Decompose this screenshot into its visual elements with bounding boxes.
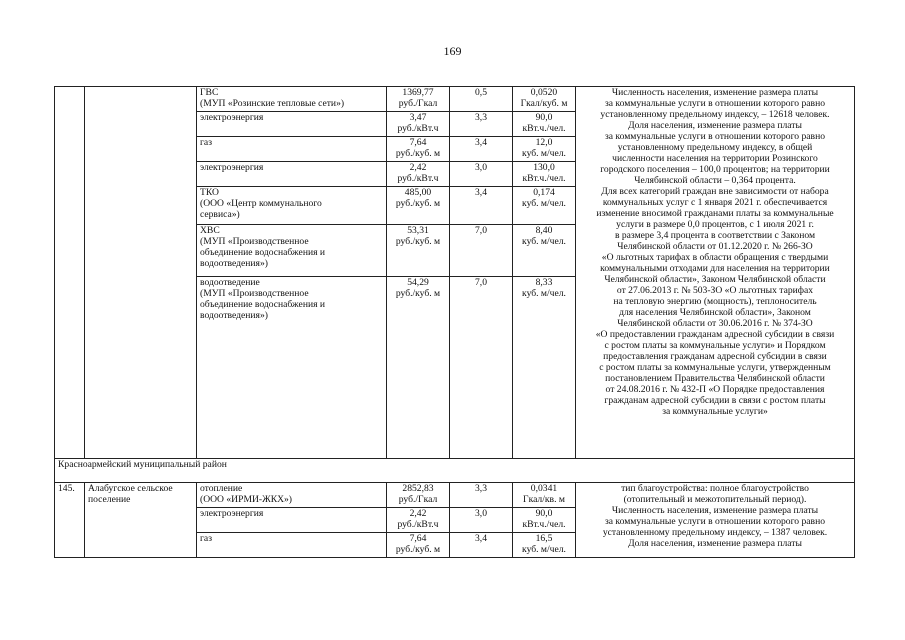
tariff-value: 485,00 руб./куб. м bbox=[387, 187, 450, 225]
tariff-value: 2,42 руб./кВт.ч bbox=[387, 508, 450, 533]
norm-value: 8,40 куб. м/чел. bbox=[513, 225, 576, 277]
service-name: ГВС (МУП «Розинские тепловые сети») bbox=[197, 87, 387, 112]
norm-value: 0,0520 Гкал/куб. м bbox=[513, 87, 576, 112]
service-name: ХВС (МУП «Производственное объединение водоснабжения и водоотведения») bbox=[197, 225, 387, 277]
index-value: 3,4 bbox=[450, 137, 513, 162]
population-note: Численность населения, изменение размера платы за коммунальные услуги в отношении которого равно установленному предельному индексу, – 12618 человек. Доля населения, изменение размера платы за коммунальные услуги в отношении которого равно установленному предельному индексу, в общей численности населения на территории Розинского городского поселения – 100,0 процентов; на территории Челябинской области – 0,364 процента. Для всех категорий граждан вне зависимости от набора коммунальных услуг с 1 января 2021 г. обеспечивается изменение вносимой гражданами платы за коммунальные услуги в размере 0,0 процентов, с 1 июля 2021 г. в размере 3,4 процента в соответствии с Законом Челябинской области от 01.12.2020 г. № 266-ЗО «О льготных тарифах в области обращения с твердыми коммунальными отходами для населения на территории Челябинской области», Законом Челябинской области от 27.06.2013 г. № 503-ЗО «О льготных тарифах на тепловую энергию (мощность), теплоноситель для населения Челябинской области», Законом Челябинской области от 30.06.2016 г. № 374-ЗО «О предоставлении гражданам адресной субсидии в связи с ростом платы за коммунальные услуги» и Порядком предоставления гражданам адресной субсидии в связи с ростом платы за коммунальные услуги, утвержденным постановлением Правительства Челябинской области от 24.08.2016 г. № 432-П «О Порядке предоставления гражданам адресной субсидии в связи с ростом платы за коммунальные услуги» bbox=[576, 87, 855, 459]
service-name: ТКО (ООО «Центр коммунального сервиса») bbox=[197, 187, 387, 225]
tariff-table bbox=[54, 86, 855, 558]
index-value: 3,4 bbox=[450, 533, 513, 558]
index-value: 7,0 bbox=[450, 225, 513, 277]
table-row bbox=[55, 483, 855, 508]
norm-value: 0,0341 Гкал/кв. м bbox=[513, 483, 576, 508]
service-name: электроэнергия bbox=[197, 508, 387, 533]
tariff-value: 54,29 руб./куб. м bbox=[387, 277, 450, 459]
district-heading: Красноармейский муниципальный район bbox=[55, 459, 855, 483]
tariff-value: 7,64 руб./куб. м bbox=[387, 137, 450, 162]
service-name: электроэнергия bbox=[197, 112, 387, 137]
index-value: 7,0 bbox=[450, 277, 513, 459]
service-name: электроэнергия bbox=[197, 162, 387, 187]
norm-value: 90,0 кВт.ч./чел. bbox=[513, 508, 576, 533]
tariff-value: 2852,83 руб./Гкал bbox=[387, 483, 450, 508]
district-row bbox=[55, 459, 855, 483]
index-value: 3,3 bbox=[450, 483, 513, 508]
norm-value: 12,0 куб. м/чел. bbox=[513, 137, 576, 162]
index-value: 3,0 bbox=[450, 508, 513, 533]
norm-value: 16,5 куб. м/чел. bbox=[513, 533, 576, 558]
entry-number: 145. bbox=[55, 483, 85, 558]
settlement-cell bbox=[85, 87, 197, 459]
service-name: газ bbox=[197, 533, 387, 558]
service-name: отопление (ООО «ИРМИ-ЖКХ») bbox=[197, 483, 387, 508]
norm-value: 130,0 кВт.ч./чел. bbox=[513, 162, 576, 187]
index-value: 0,5 bbox=[450, 87, 513, 112]
norm-value: 0,174 куб. м/чел. bbox=[513, 187, 576, 225]
tariff-value: 7,64 руб./куб. м bbox=[387, 533, 450, 558]
population-note: тип благоустройства: полное благоустройство (отопительный и межотопительный период). Численность населения, изменение размера платы за коммунальные услуги в отношении которого равно установленному предельному индексу, – 1387 человек. Доля населения, изменение размера платы bbox=[576, 483, 855, 558]
page-number: 169 bbox=[443, 44, 462, 58]
table-row bbox=[55, 87, 855, 112]
norm-value: 8,33 куб. м/чел. bbox=[513, 277, 576, 459]
index-value: 3,3 bbox=[450, 112, 513, 137]
index-value: 3,4 bbox=[450, 187, 513, 225]
service-name: водоотведение (МУП «Производственное объединение водоснабжения и водоотведения») bbox=[197, 277, 387, 459]
index-value: 3,0 bbox=[450, 162, 513, 187]
tariff-value: 3,47 руб./кВт.ч bbox=[387, 112, 450, 137]
tariff-value: 53,31 руб./куб. м bbox=[387, 225, 450, 277]
number-cell bbox=[55, 87, 85, 459]
settlement-name: Алабугское сельское поселение bbox=[85, 483, 197, 558]
service-name: газ bbox=[197, 137, 387, 162]
norm-value: 90,0 кВт.ч./чел. bbox=[513, 112, 576, 137]
tariff-value: 1369,77 руб./Гкал bbox=[387, 87, 450, 112]
tariff-value: 2,42 руб./кВт.ч bbox=[387, 162, 450, 187]
